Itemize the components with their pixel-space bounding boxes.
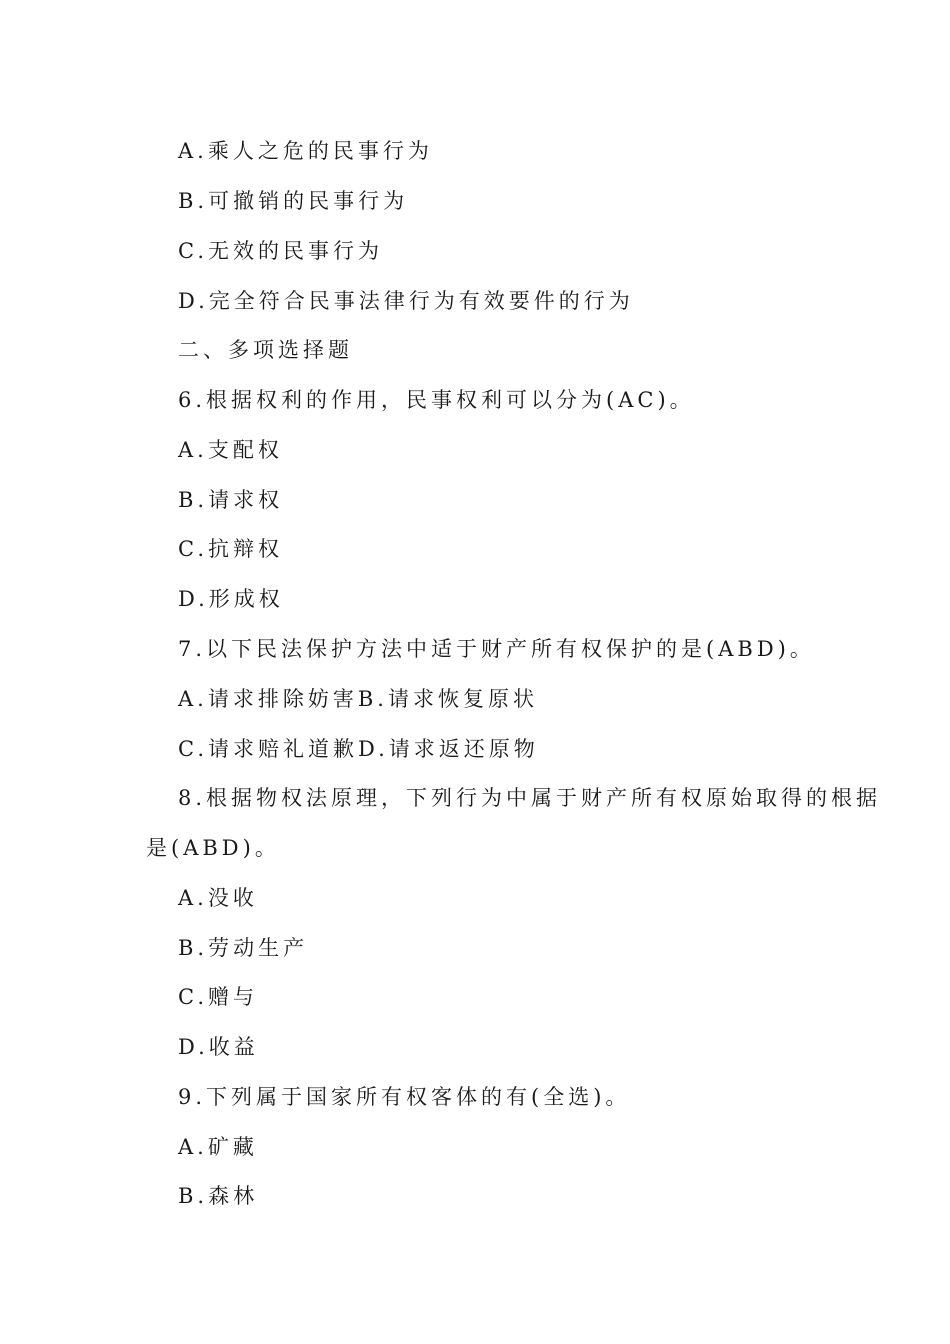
question-line: 8.根据物权法原理，下列行为中属于财产所有权原始取得的根据: [178, 786, 882, 810]
question-line: 7.以下民法保护方法中适于财产所有权保护的是(ABD)。: [178, 637, 815, 661]
option-line: B.可撤销的民事行为: [178, 189, 409, 213]
option-line: A.请求排除妨害B.请求恢复原状: [178, 687, 538, 711]
option-line: B.森林: [178, 1184, 259, 1208]
question-line-continued: 是(ABD)。: [146, 836, 280, 860]
option-line: C.抗辩权: [178, 537, 283, 561]
option-line: A.矿藏: [178, 1135, 258, 1159]
option-line: C.请求赔礼道歉D.请求返还原物: [178, 737, 539, 761]
option-line: B.劳动生产: [178, 936, 309, 960]
option-line: A.乘人之危的民事行为: [178, 139, 433, 163]
question-line: 9.下列属于国家所有权客体的有(全选)。: [178, 1085, 631, 1109]
option-line: C.赠与: [178, 985, 258, 1009]
section-heading: 二、多项选择题: [178, 338, 353, 362]
option-line: D.收益: [178, 1035, 259, 1059]
option-line: D.形成权: [178, 587, 284, 611]
option-line: D.完全符合民事法律行为有效要件的行为: [178, 289, 634, 313]
question-line: 6.根据权利的作用，民事权利可以分为(AC)。: [178, 388, 695, 412]
option-line: A.没收: [178, 886, 258, 910]
option-line: B.请求权: [178, 488, 284, 512]
option-line: A.支配权: [178, 438, 283, 462]
option-line: C.无效的民事行为: [178, 239, 383, 263]
